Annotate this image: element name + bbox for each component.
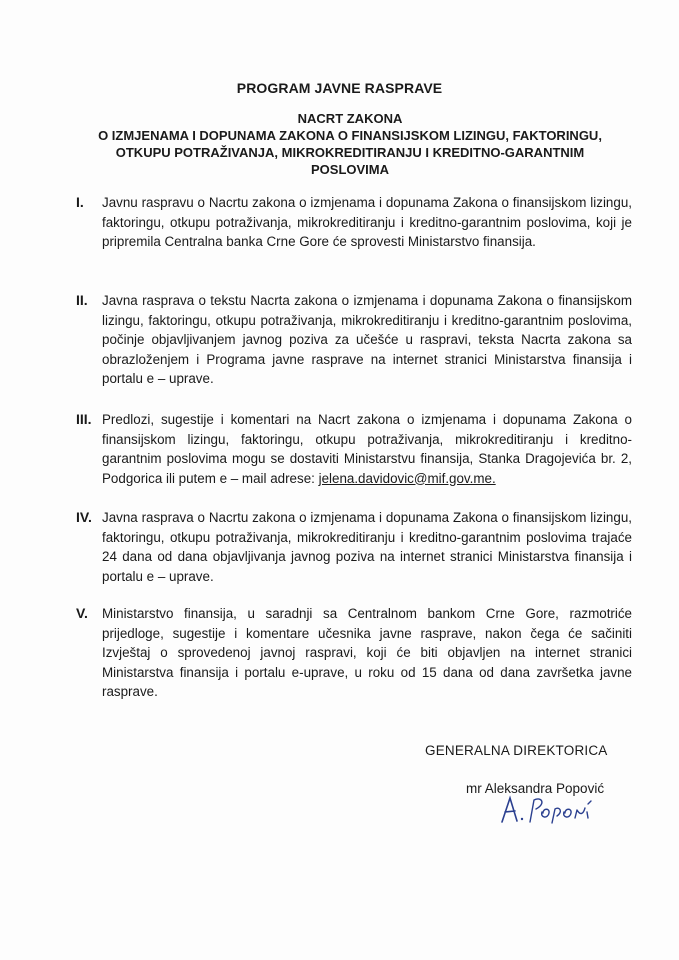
section-text: Javnu raspravu o Nacrtu zakona o izmjenama i dopunama Zakona o finansijskom lizingu, faktoringu, otkupu potraživanja, mikrokreditiranju i kreditno-garantnim poslovima, koji je pripremila Centralna banka Crne Gore će sprovesti Ministarstvo finansija. bbox=[102, 195, 632, 249]
section-text-wrap bbox=[102, 410, 632, 488]
subtitle-line: POSLOVIMA bbox=[310, 162, 389, 177]
section-number: III. bbox=[76, 411, 92, 427]
section-4 bbox=[76, 508, 632, 586]
section-3 bbox=[76, 410, 632, 488]
email-link[interactable]: jelena.davidovic@mif.gov.me. bbox=[318, 470, 496, 486]
subtitle-line: OTKUPU POTRAŽIVANJA, MIKROKREDITIRANJU I KREDITNO-GARANTNIM bbox=[115, 145, 585, 160]
handwritten-signature-icon bbox=[490, 790, 610, 830]
section-2 bbox=[76, 291, 632, 389]
section-number: IV. bbox=[76, 509, 92, 525]
document-title: PROGRAM JAVNE RASPRAVE bbox=[236, 80, 443, 96]
section-text: Javna rasprava o tekstu Nacrta zakona o izmjenama i dopunama Zakona o finansijskom lizingu, faktoringu, otkupu potraživanja, mikrokreditiranju i kreditno-garantnim poslovima, počinje objavljivanjem javnog poziva za učešće u raspravi, teksta Nacrta zakona sa obrazloženjem i Programa javne rasprave na internet stranici Ministarstva finansija i portalu e – uprave. bbox=[102, 293, 632, 386]
subtitle-line: O IZMJENAMA I DOPUNAMA ZAKONA O FINANSIJSKOM LIZINGU, FAKTORINGU, bbox=[98, 128, 602, 143]
section-5 bbox=[76, 604, 632, 702]
subtitle-line: NACRT ZAKONA bbox=[297, 111, 403, 126]
section-text: Predlozi, sugestije i komentari na Nacrt zakona o izmjenama i dopunama Zakona o finansijskom lizingu, faktoringu, otkupu potraživanja, mikrokreditiranju i kreditno-garantnim poslovima mogu se dostaviti Ministarstvu finansija, Stanka Dragojevića br. 2, Podgorica ili putem e – mail adrese: bbox=[102, 412, 632, 486]
document-subtitle bbox=[90, 110, 610, 178]
section-number: II. bbox=[76, 292, 88, 308]
signatory-role: GENERALNA DIREKTORICA bbox=[425, 743, 608, 758]
section-text: Javna rasprava o Nacrtu zakona o izmjenama i dopunama Zakona o finansijskom lizingu, faktoringu, otkupu potraživanja, mikrokreditiranju i kreditno-garantnim poslovima trajaće 24 dana od dana objavljivanja javnog poziva na internet stranici Ministarstva finansija i portalu e – uprave. bbox=[102, 510, 632, 584]
signatory-name: mr Aleksandra Popović bbox=[466, 781, 605, 796]
section-text: Ministarstvo finansija, u saradnji sa Centralnom bankom Crne Gore, razmotriće prijedloge, sugestije i komentare učesnika javne rasprave, nakon čega će sačiniti Izvještaj o sprovedenoj javnoj raspravi, koji će biti objavljen na internet stranici Ministarstva finansija i portalu e-uprave, u roku od 15 dana od dana završetka javne rasprave. bbox=[102, 606, 632, 699]
section-number: I. bbox=[76, 194, 84, 210]
section-number: V. bbox=[76, 605, 88, 621]
section-1 bbox=[76, 193, 632, 252]
